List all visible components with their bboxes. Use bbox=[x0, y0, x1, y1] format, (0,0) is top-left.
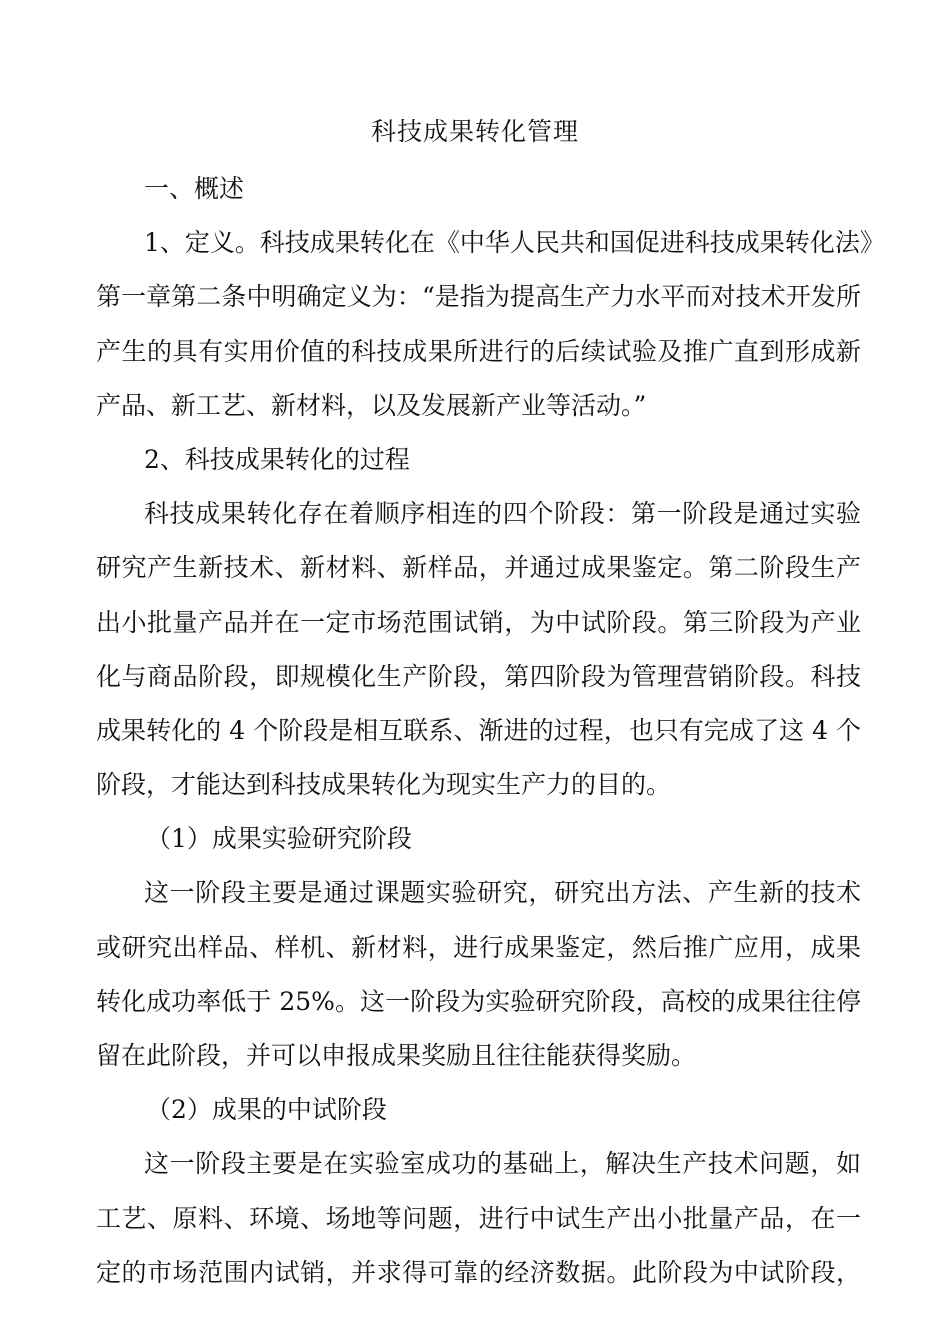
paragraph-line: 出小批量产品并在一定市场范围试销，为中试阶段。第三阶段为产业 bbox=[96, 607, 861, 637]
paragraph-line: 1、定义。科技成果转化在《中华人民共和国促进科技成果转化法》 bbox=[144, 228, 885, 258]
page-title: 科技成果转化管理 bbox=[370, 117, 579, 146]
paragraph-line: 阶段，才能达到科技成果转化为现实生产力的目的。 bbox=[96, 770, 672, 800]
paragraph-line: 产生的具有实用价值的科技成果所进行的后续试验及推广直到形成新 bbox=[96, 336, 861, 366]
section-heading-overview: 一、概述 bbox=[144, 174, 245, 203]
subsection-heading-stage-2: （2）成果的中试阶段 bbox=[146, 1095, 387, 1125]
paragraph-line: 产品、新工艺、新材料，以及发展新产业等活动。” bbox=[96, 390, 647, 420]
paragraph-line: 成果转化的 4 个阶段是相互联系、渐进的过程，也只有完成了这 4 个 bbox=[96, 715, 861, 745]
paragraph-line: 研究产生新技术、新材料、新样品，并通过成果鉴定。第二阶段生产 bbox=[96, 553, 861, 583]
paragraph-line: 或研究出样品、样机、新材料，进行成果鉴定，然后推广应用，成果 bbox=[96, 932, 861, 962]
paragraph-line: 这一阶段主要是通过课题实验研究，研究出方法、产生新的技术 bbox=[144, 878, 861, 908]
paragraph-line: 定的市场范围内试销，并求得可靠的经济数据。此阶段为中试阶段， bbox=[96, 1257, 861, 1287]
paragraph-line: 工艺、原料、环境、场地等问题，进行中试生产出小批量产品，在一 bbox=[96, 1203, 861, 1233]
subsection-heading-stage-1: （1）成果实验研究阶段 bbox=[146, 824, 412, 854]
paragraph-line: 科技成果转化存在着顺序相连的四个阶段：第一阶段是通过实验 bbox=[144, 499, 861, 529]
paragraph-line: 化与商品阶段，即规模化生产阶段，第四阶段为管理营销阶段。科技 bbox=[96, 661, 861, 691]
document-body bbox=[96, 162, 885, 1300]
paragraph-line: 第一章第二条中明确定义为：“是指为提高生产力水平而对技术开发所 bbox=[96, 282, 861, 312]
section-heading-process: 2、科技成果转化的过程 bbox=[144, 444, 410, 474]
paragraph-line: 这一阶段主要是在实验室成功的基础上，解决生产技术问题，如 bbox=[144, 1149, 861, 1179]
paragraph-line: 留在此阶段，并可以申报成果奖励且往往能获得奖励。 bbox=[96, 1041, 697, 1070]
paragraph-line: 转化成功率低于 25%。这一阶段为实验研究阶段，高校的成果往往停 bbox=[96, 986, 861, 1016]
